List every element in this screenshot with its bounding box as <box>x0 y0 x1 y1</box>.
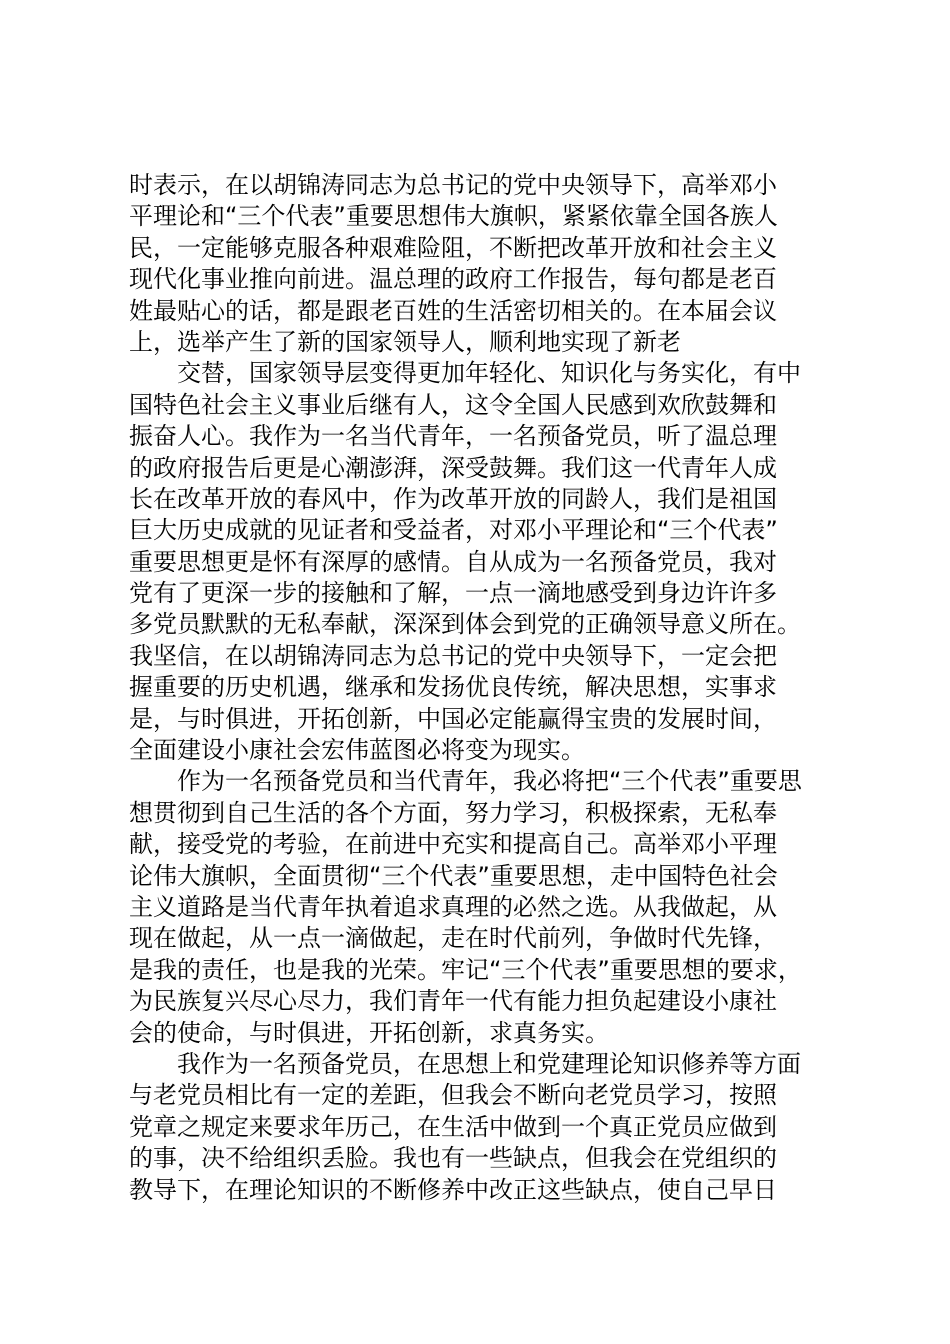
text-line: 的事，决不给组织丢脸。我也有一些缺点，但我会在党组织的 <box>129 1144 777 1173</box>
text-line: 振奋人心。我作为一名当代青年，一名预备党员，听了温总理 <box>129 422 777 451</box>
text-line: 主义道路是当代青年执着追求真理的必然之选。从我做起，从 <box>129 892 777 921</box>
text-line: 是我的责任，也是我的光荣。牢记“三个代表”重要思想的要求， <box>129 955 802 984</box>
document-body <box>129 170 829 1206</box>
text-line: 论伟大旗帜，全面贯彻“三个代表”重要思想，走中国特色社会 <box>129 861 778 890</box>
text-line: 献，接受党的考验，在前进中充实和提高自己。高举邓小平理 <box>129 830 777 859</box>
text-line: 交替，国家领导层变得更加年轻化、知识化与务实化，有中 <box>129 359 801 388</box>
text-line: 教导下，在理论知识的不断修养中改正这些缺点，使自己早日 <box>129 1175 777 1204</box>
text-line: 想贯彻到自己生活的各个方面，努力学习，积极探索，无私奉 <box>129 798 777 827</box>
text-line: 为民族复兴尽心尽力，我们青年一代有能力担负起建设小康社 <box>129 987 777 1016</box>
text-line: 党有了更深一步的接触和了解，一点一滴地感受到身边许许多 <box>129 579 777 608</box>
text-line: 平理论和“三个代表”重要思想伟大旗帜，紧紧依靠全国各族人 <box>129 202 778 231</box>
text-line: 作为一名预备党员和当代青年，我必将把“三个代表”重要思 <box>129 767 802 796</box>
text-line: 国特色社会主义事业后继有人，这令全国人民感到欢欣鼓舞和 <box>129 390 777 419</box>
text-line: 时表示，在以胡锦涛同志为总书记的党中央领导下，高举邓小 <box>129 171 777 199</box>
text-line: 的政府报告后更是心潮澎湃，深受鼓舞。我们这一代青年人成 <box>129 453 777 482</box>
text-line: 与老党员相比有一定的差距，但我会不断向老党员学习，按照 <box>129 1081 777 1110</box>
text-line: 多党员默默的无私奉献，深深到体会到党的正确领导意义所在。 <box>129 610 801 639</box>
text-line: 我作为一名预备党员，在思想上和党建理论知识修养等方面 <box>129 1049 801 1078</box>
text-line: 会的使命，与时俱进，开拓创新，求真务实。 <box>129 1018 609 1047</box>
text-line: 是，与时俱进，开拓创新，中国必定能赢得宝贵的发展时间， <box>129 704 777 733</box>
text-line: 我坚信，在以胡锦涛同志为总书记的党中央领导下，一定会把 <box>129 641 777 670</box>
text-line: 巨大历史成就的见证者和受益者，对邓小平理论和“三个代表” <box>129 516 778 545</box>
text-line: 现代化事业推向前进。温总理的政府工作报告，每句都是老百 <box>129 265 777 294</box>
text-line: 上，选举产生了新的国家领导人，顺利地实现了新老 <box>129 327 681 356</box>
text-line: 姓最贴心的话，都是跟老百姓的生活密切相关的。在本届会议 <box>129 296 777 325</box>
text-line: 现在做起，从一点一滴做起，走在时代前列，争做时代先锋， <box>129 924 777 953</box>
text-line: 重要思想更是怀有深厚的感情。自从成为一名预备党员，我对 <box>129 547 777 576</box>
text-line: 党章之规定来要求年历己，在生活中做到一个真正党员应做到 <box>129 1112 777 1141</box>
text-line: 长在改革开放的春风中，作为改革开放的同龄人，我们是祖国 <box>129 484 777 513</box>
text-line: 全面建设小康社会宏伟蓝图必将变为现实。 <box>129 736 585 765</box>
text-line: 民，一定能够克服各种艰难险阻，不断把改革开放和社会主义 <box>129 233 777 262</box>
text-line: 握重要的历史机遇，继承和发扬优良传统，解决思想，实事求 <box>129 673 777 702</box>
